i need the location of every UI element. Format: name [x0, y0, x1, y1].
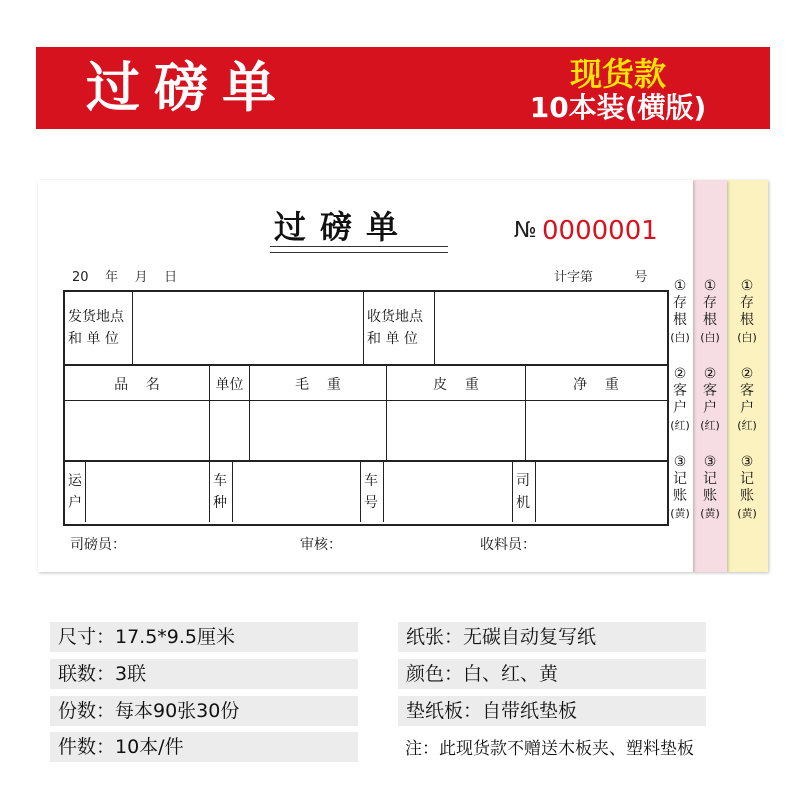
col-gross-weight: 毛 重: [295, 377, 341, 393]
white-copy-sheet: [38, 180, 693, 572]
table-rule: [512, 460, 513, 522]
clerk-signature: 收料员：: [480, 537, 536, 553]
table-rule: [232, 460, 233, 522]
table-rule: [209, 460, 210, 522]
spec-parts: 联数：3联: [50, 659, 358, 689]
table-rule: [63, 364, 667, 366]
table-rule: [434, 290, 435, 364]
col-unit: 单位: [215, 377, 244, 393]
copy-labels-pink: ① 存 根 (白) ② 客 户 (红) ③ 记 账 (黄): [700, 278, 720, 520]
title-underline: [270, 246, 448, 253]
spec-note: 注：此现货款不赠送木板夹、塑料垫板: [405, 739, 694, 759]
table-rule: [132, 290, 133, 364]
serial-number: 0000001: [542, 216, 658, 246]
receiver-label: 收货地点 和 单 位: [367, 309, 423, 347]
table-rule: [535, 460, 536, 522]
spec-paper: 纸张：无碳自动复写纸: [398, 622, 706, 652]
form-title: 过磅单: [274, 208, 413, 246]
weigher-signature: 司磅员：: [70, 537, 126, 553]
form-preview: [38, 180, 768, 572]
table-rule: [363, 290, 364, 364]
spec-sets: 份数：每本90张30份: [50, 696, 358, 726]
banner-title: 过磅单: [86, 56, 290, 119]
car-type-label: 车 种: [213, 473, 227, 511]
date-line: 20 年 月 日: [72, 270, 178, 285]
copy-labels-white: ① 存 根 (白) ② 客 户 (红) ③ 记 账 (黄): [670, 278, 690, 520]
table-rule: [360, 460, 361, 522]
table-rule: [383, 460, 384, 522]
banner-stock-tag: 现货款: [569, 55, 666, 93]
spec-board: 垫纸板：自带纸垫板: [398, 696, 706, 726]
yellow-copy-sheet: [727, 180, 768, 572]
product-banner: [36, 47, 770, 129]
spec-size: 尺寸：17.5*9.5厘米: [50, 622, 358, 652]
transport-label: 运 户: [68, 473, 82, 511]
table-rule: [63, 460, 667, 462]
col-net-weight: 净 重: [573, 377, 619, 393]
spec-pieces: 件数：10本/件: [50, 732, 358, 762]
driver-label: 司 机: [516, 473, 530, 511]
table-rule: [63, 400, 667, 401]
count-line: 计字第 号: [554, 270, 648, 285]
car-number-label: 车 号: [364, 473, 378, 511]
spec-colors: 颜色：白、红、黄: [398, 659, 706, 689]
table-rule: [85, 460, 86, 522]
number-mark: №: [514, 218, 537, 243]
col-item-name: 品 名: [114, 377, 160, 393]
pink-copy-sheet: [693, 180, 727, 572]
auditor-signature: 审核：: [300, 537, 342, 553]
col-tare-weight: 皮 重: [433, 377, 479, 393]
copy-labels-yellow: ① 存 根 (白) ② 客 户 (红) ③ 记 账 (黄): [737, 278, 757, 520]
banner-package: 10本装(横版): [529, 91, 707, 124]
sender-label: 发货地点 和 单 位: [68, 309, 124, 347]
